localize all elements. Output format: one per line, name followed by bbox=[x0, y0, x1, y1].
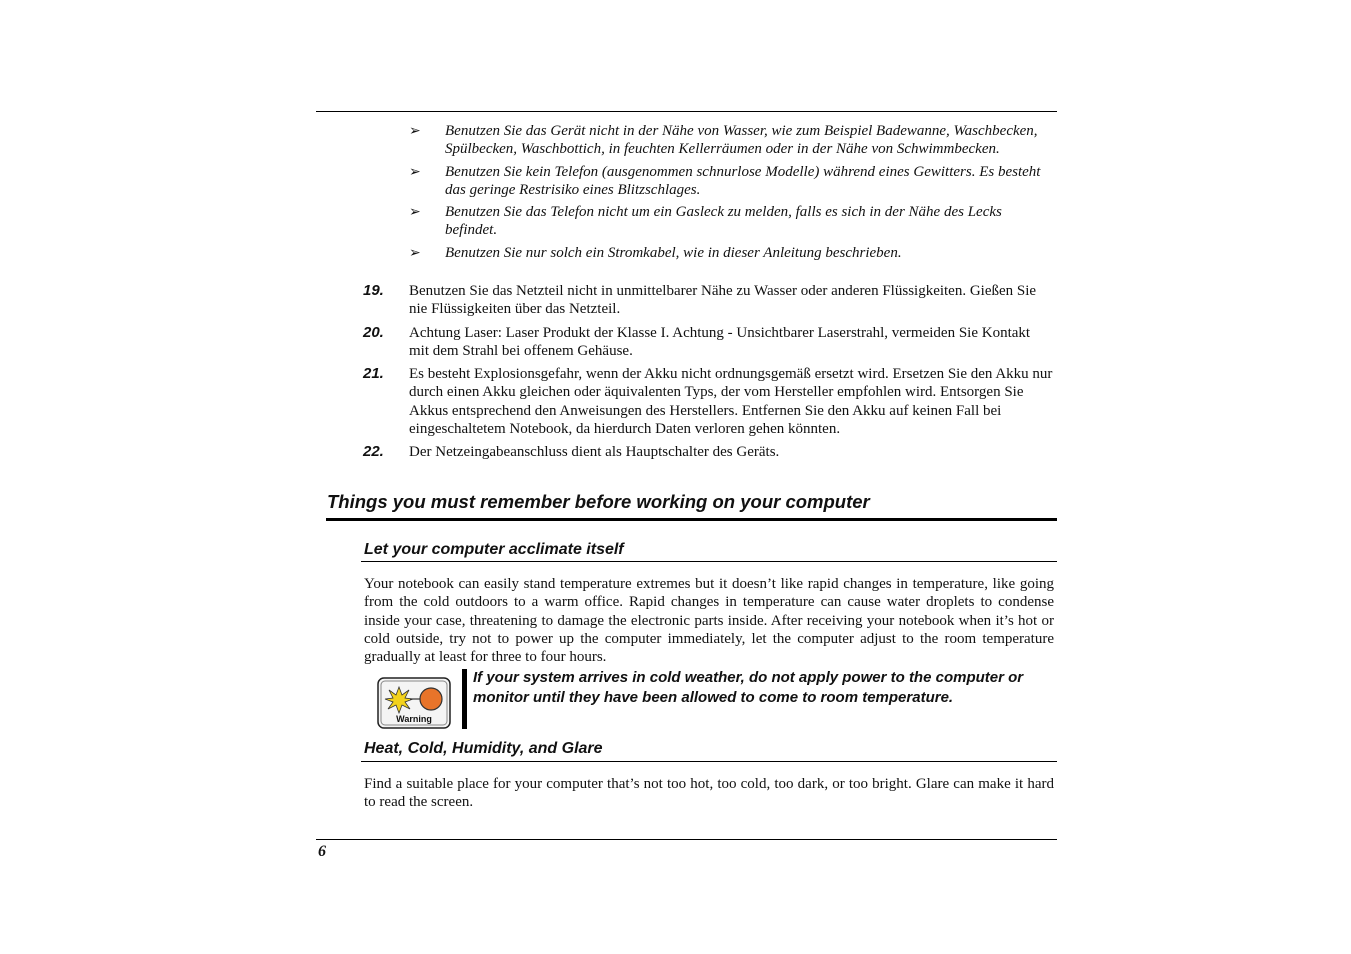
subsection-heading-acclimate: Let your computer acclimate itself bbox=[364, 541, 624, 558]
item-number: 19. bbox=[363, 282, 384, 299]
item-text: Der Netzeingabeanschluss dient als Hauptschalter des Geräts. bbox=[409, 444, 780, 461]
item-text: Es besteht Explosionsgefahr, wenn der Akku nicht ordnungsgemäß ersetzt wird. Ersetzen Sie den Akku nur durch einen Akku gleichen oder äquivalenten Typs, der vom Hersteller empfohlen wird. Entsorgen Sie Akkus entsprechend den Anweisungen des Herstellers. Entfernen Sie den Akku auf keinen Fall bei eingeschaltetem Notebook, da hierdurch Daten verloren gehen könnten. bbox=[409, 366, 1053, 438]
acclimate-paragraph: Your notebook can easily stand temperature extremes but it doesn’t like rapid changes in temperature, like going from the cold outdoors to a warm office. Rapid changes in temperature can cause water droplets to condense inside your case, threatening to damage the electronic parts inside. After receiving your notebook when it’s hot or cold outside, try not to power up the computer immediately, let the computer adjust to the room temperature gradually at least for three to four hours. bbox=[364, 576, 1054, 666]
bullet-text: Benutzen Sie nur solch ein Stromkabel, wie in dieser Anleitung beschrieben. bbox=[445, 244, 902, 261]
bottom-rule bbox=[316, 839, 1057, 840]
item-number: 22. bbox=[363, 443, 384, 461]
subsection-heading-glare: Heat, Cold, Humidity, and Glare bbox=[364, 740, 603, 757]
arrow-bullet-icon: ➢ bbox=[409, 123, 421, 139]
item-text: Benutzen Sie das Netzteil nicht in unmittelbarer Nähe zu Wasser oder anderen Flüssigkeiten. Gießen Sie nie Flüssigkeiten über das Netzteil. bbox=[409, 283, 1037, 318]
item-number: 21. bbox=[363, 365, 384, 383]
warning-icon-label: Warning bbox=[396, 714, 432, 724]
arrow-bullet-icon: ➢ bbox=[409, 244, 421, 261]
list-item bbox=[409, 163, 1049, 200]
warning-icon bbox=[377, 677, 451, 729]
section-heading: Things you must remember before working on your computer bbox=[327, 491, 870, 512]
list-item bbox=[363, 365, 1053, 438]
top-rule bbox=[316, 111, 1057, 112]
bullet-text: Benutzen Sie kein Telefon (ausgenommen schnurlose Modelle) während eines Gewitters. Es besteht das geringe Restrisiko eines Blitzschlages. bbox=[445, 163, 1041, 198]
list-item bbox=[363, 324, 1053, 361]
arrow-bullet-icon: ➢ bbox=[409, 204, 421, 221]
bullet-text: Benutzen Sie das Telefon nicht um ein Gasleck zu melden, falls es sich in der Nähe des Lecks befindet. bbox=[445, 204, 1002, 239]
warning-bar bbox=[462, 669, 467, 729]
item-number: 20. bbox=[363, 323, 384, 341]
arrow-bullet-icon: ➢ bbox=[409, 163, 421, 180]
page-number: 6 bbox=[318, 843, 326, 860]
list-item bbox=[409, 244, 1049, 262]
section-rule bbox=[326, 518, 1057, 521]
bullet-text: Benutzen Sie das Gerät nicht in der Nähe von Wasser, wie zum Beispiel Badewanne, Waschbecken, Spülbecken, Waschbottich, in feuchten Kellerräumen oder in der Nähe von Schwimmbecken. bbox=[445, 123, 1038, 158]
list-item bbox=[409, 122, 1049, 159]
subsection-rule bbox=[361, 561, 1057, 562]
subsection-rule bbox=[361, 761, 1057, 762]
list-item bbox=[409, 203, 1049, 240]
list-item bbox=[363, 282, 1053, 319]
warning-text: If your system arrives in cold weather, do not apply power to the computer or monitor until they have been allowed to come to room temperature. bbox=[473, 669, 1024, 706]
glare-paragraph: Find a suitable place for your computer that’s not too hot, too cold, too dark, or too bright. Glare can make it hard to read the screen. bbox=[364, 776, 1054, 811]
item-text: Achtung Laser: Laser Produkt der Klasse I. Achtung - Unsichtbarer Laserstrahl, vermeiden Sie Kontakt mit dem Strahl bei offenem Gehäuse. bbox=[409, 324, 1031, 359]
list-item bbox=[363, 443, 1053, 461]
numbered-list bbox=[363, 282, 1053, 467]
bullet-list bbox=[409, 122, 1049, 266]
